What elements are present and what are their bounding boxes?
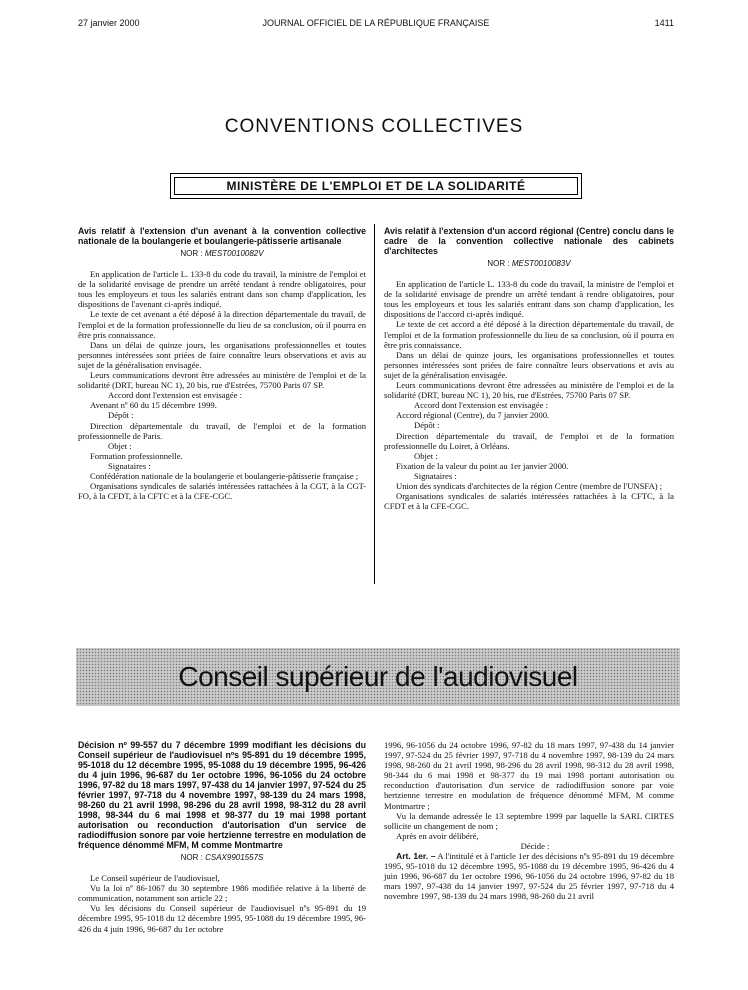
value-depot: Direction départementale du travail, de l'emploi et de la formation professionnelle du Loiret, à Orléans.	[384, 430, 674, 451]
label-depot: Dépôt :	[108, 410, 134, 421]
ministry-box	[170, 173, 582, 199]
value-signataire: Confédération nationale de la boulangerie et boulangerie-pâtisserie française ;	[90, 470, 359, 481]
left-notice-nor	[78, 249, 366, 259]
ministry-name: MINISTÈRE DE L'EMPLOI ET DE LA SOLIDARITÉ	[174, 177, 578, 195]
label-signataires: Signataires :	[414, 470, 457, 481]
decision-title: Décision nº 99-557 du 7 décembre 1999 modifiant les décisions du Conseil supérieur de l'audiovisuel nºs 95-891 du 19 décembre 1995, 95-1018 du 12 décembre 1995, 95-1088 du 19 décembre 1995, 96-426 du 4 juin 1996, 96-687 du 1er octobre 1996, 96-1056 du 24 octobre 1996, 97-82 du 18 mars 1997, 97-438 du 14 janvier 1997, 97-524 du 25 février 1997, 97-718 du 4 novembre 1997, 98-139 du 24 mars 1998, 98-260 du 21 avril 1998, 98-296 du 28 avril 1998, 98-312 du 28 avril 1998, 98-344 du 6 mai 1998 et 98-377 du 19 mai 1998 portant autorisation ou reconduction d'autorisation d'un service de radiodiffusion sonore par voie hertzienne terrestre en modulation de fréquence dénommé MFM, M comme Montmartre	[78, 740, 366, 850]
right-notice-title: Avis relatif à l'extension d'un accord régional (Centre) conclu dans le cadre de la convention collective nationale des cabinets d'architectes	[384, 226, 674, 256]
paragraph: Leurs communications devront être adressées au ministère de l'emploi et de la solidarité (DRT, bureau NC 1), 20 bis, rue d'Estrées, 75700 Paris 07 SP.	[384, 380, 674, 401]
paragraph: Dans un délai de quinze jours, les organisations professionnelles et toutes personnes intéressées sont priées de faire connaître leurs observations et avis au sujet de la généralisation envisagée.	[384, 349, 674, 380]
right-notice-nor	[384, 259, 674, 269]
paragraph: Vu la demande adressée le 13 septembre 1999 par laquelle la SARL CIRTES sollicite un changement de nom ;	[384, 810, 674, 831]
label-objet: Objet :	[108, 440, 132, 451]
label-accord: Accord dont l'extension est envisagée :	[108, 390, 242, 401]
paragraph: Leurs communications devront être adressées au ministère de l'emploi et de la solidarité (DRT, bureau NC 1), 20 bis, rue d'Estrées, 75700 Paris 07 SP.	[78, 370, 366, 391]
column-divider	[374, 224, 375, 584]
value-depot: Direction départementale du travail, de l'emploi et de la formation professionnelle de Paris.	[78, 420, 366, 441]
paragraph: Dans un délai de quinze jours, les organisations professionnelles et toutes personnes intéressées sont priées de faire connaître leurs observations et avis au sujet de la généralisation envisagée.	[78, 339, 366, 370]
header-page-number: 1411	[654, 18, 674, 28]
article-label: Art. 1er. –	[396, 851, 436, 862]
nor-code: MEST0010083V	[511, 259, 571, 268]
banner-title: Conseil supérieur de l'audiovisuel	[178, 661, 578, 692]
paragraph: Vu les décisions du Conseil supérieur de l'audiovisuel nºs 95-891 du 19 décembre 1995, 95-1018 du 12 décembre 1995, 95-1088 du 19 décembre 1995, 96-426 du 4 juin 1996, 96-687 du 1er octobre	[78, 903, 366, 934]
nor-label: NOR :	[487, 259, 510, 268]
value-accord: Accord régional (Centre), du 7 janvier 2000.	[396, 410, 550, 421]
running-header	[78, 18, 674, 34]
label-depot: Dépôt :	[414, 420, 440, 431]
article-1	[384, 851, 674, 901]
value-accord: Avenant nº 60 du 15 décembre 1999.	[90, 400, 217, 411]
label-accord: Accord dont l'extension est envisagée :	[414, 400, 548, 411]
paragraph: Le texte de cet avenant a été déposé à la direction départementale du travail, de l'emploi et de la formation professionnelle du lieu de sa conclusion, où il pourra en être pris connaissance.	[78, 309, 366, 340]
right-notice	[384, 226, 674, 511]
paragraph: Le Conseil supérieur de l'audiovisuel,	[90, 873, 220, 884]
decision-left	[78, 740, 366, 934]
nor-code: MEST0010082V	[204, 249, 264, 258]
header-journal-title: JOURNAL OFFICIEL DE LA RÉPUBLIQUE FRANÇAISE	[262, 18, 490, 28]
value-objet: Formation professionnelle.	[90, 450, 183, 461]
label-signataires: Signataires :	[108, 460, 151, 471]
paragraph: 1996, 96-1056 du 24 octobre 1996, 97-82 du 18 mars 1997, 97-438 du 14 janvier 1997, 97-524 du 25 février 1997, 97-718 du 4 novembre 1997, 98-139 du 24 mars 1998, 98-260 du 21 avril 1998, 98-296 du 28 avril 1998, 98-312 du 28 avril 1998, 98-344 du 6 mai 1998 et 98-377 du 19 mai 1998 portant autorisation ou reconduction d'autorisation d'un service de radiodiffusion sonore par voie hertzienne terrestre en modulation de fréquence dénommé MFM, M comme Montmartre ;	[384, 740, 674, 811]
paragraph: En application de l'article L. 133-8 du code du travail, la ministre de l'emploi et de la solidarité envisage de prendre un arrêté tendant à rendre obligatoires, pour tous les employeurs et tous les salariés entrant dans son champ d'application, les dispositions de l'accord ci-après indiqué.	[384, 279, 674, 320]
nor-label: NOR :	[180, 853, 203, 862]
decision-right	[384, 740, 674, 902]
left-notice	[78, 226, 366, 501]
value-signataire: Union des syndicats d'architectes de la région Centre (membre de l'UNSFA) ;	[396, 480, 663, 491]
csa-banner	[76, 648, 680, 706]
header-date: 27 janvier 2000	[78, 18, 140, 28]
value-signataire: Organisations syndicales de salariés intéressées rattachées à la CGT, à la CGT-FO, à la CFDT, à la CFTC et à la CFE-CGC.	[78, 481, 366, 502]
value-signataire: Organisations syndicales de salariés intéressées rattachées à la CFTC, à la CFDT et à la CFE-CGC.	[384, 491, 674, 512]
article-text: A l'intitulé et à l'article 1er des décisions nºs 95-891 du 19 décembre 1995, 95-1018 du 12 décembre 1995, 95-1088 du 19 décembre 1995, 96-426 du 4 juin 1996, 96-687 du 1er octobre 1996, 96-1056 du 24 octobre 1996, 97-82 du 18 mars 1997, 97-438 du 14 janvier 1997, 97-524 du 25 février 1997, 97-718 du 4 novembre 1997, 98-139 du 24 mars 1998, 98-260 du 21 avril	[384, 851, 674, 902]
value-objet: Fixation de la valeur du point au 1er janvier 2000.	[396, 460, 569, 471]
paragraph: En application de l'article L. 133-8 du code du travail, la ministre de l'emploi et de la solidarité envisage de prendre un arrêté tendant à rendre obligatoires, pour tous les employeurs et tous les salariés entrant dans son champ d'application, les dispositions de l'avenant ci-après indiqué.	[78, 269, 366, 310]
paragraph: Après en avoir délibéré,	[396, 830, 479, 841]
section-title: CONVENTIONS COLLECTIVES	[224, 116, 524, 137]
paragraph: Vu la loi nº 86-1067 du 30 septembre 1986 modifiée relative à la liberté de communication, notamment son article 22 ;	[78, 883, 366, 904]
nor-code: CSAX9901557S	[205, 853, 264, 862]
label-objet: Objet :	[414, 450, 438, 461]
nor-label: NOR :	[180, 249, 203, 258]
left-notice-title: Avis relatif à l'extension d'un avenant à la convention collective nationale de la boulangerie et boulangerie-pâtisserie artisanale	[78, 226, 366, 246]
decision-nor	[78, 853, 366, 863]
decide-heading: Décide :	[520, 840, 550, 851]
paragraph: Le texte de cet accord a été déposé à la direction départementale du travail, de l'emploi et de la formation professionnelle du lieu de sa conclusion, où il pourra en être pris connaissance.	[384, 319, 674, 350]
